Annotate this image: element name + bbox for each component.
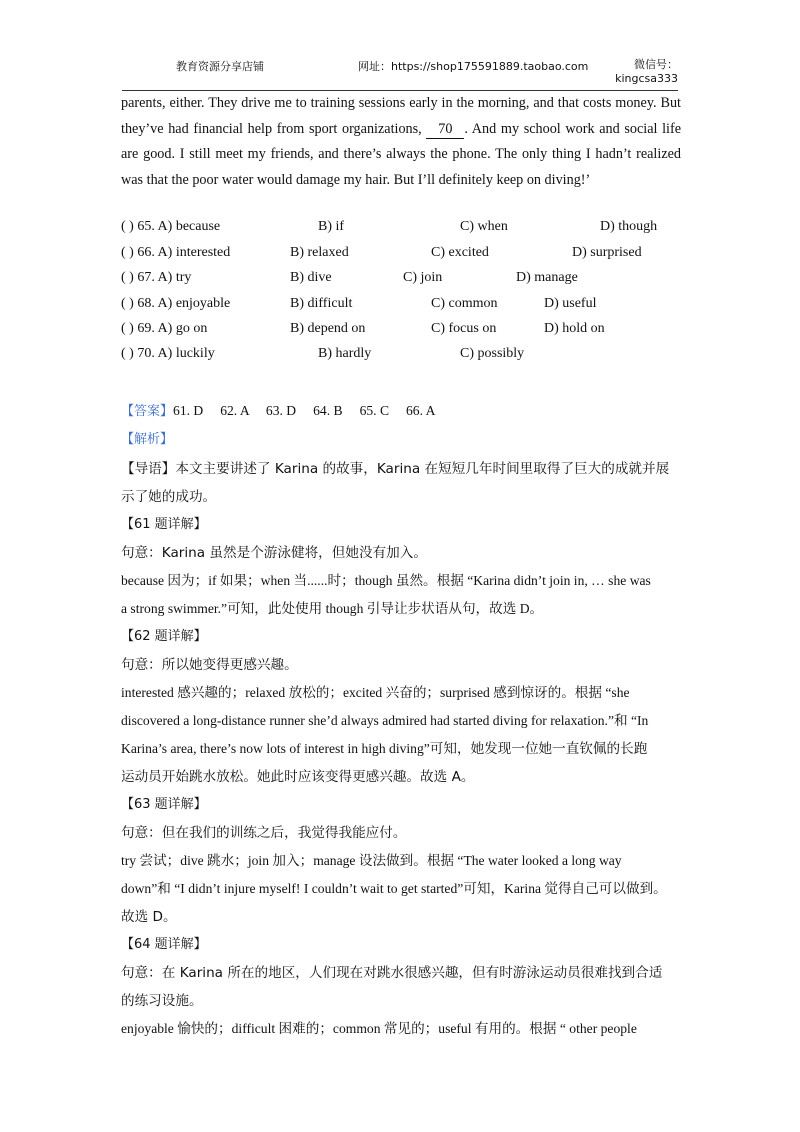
q63-explanation: down”和 “I didn’t injure myself! I couldn’t wait to get started”可知，Karina 觉得自己可以做到。 [121, 881, 667, 896]
q64-meaning: 的练习设施。 [121, 993, 203, 1009]
q61-heading: 【61 题详解】 [121, 517, 207, 532]
passage-line: . And my school work and social life are [121, 120, 682, 162]
wechat-label: 微信号： [634, 58, 678, 71]
q64-meaning: 句意：在 Karina 所在的地区，人们现在对跳水很感兴趣，但有时游泳运动员很难找到合适 [121, 965, 663, 981]
q61-explanation: because 因为；if 如果；when 当......时；though 虽然。根据 “Karina didn’t join in, … she was [121, 573, 651, 588]
q63-heading: 【63 题详解】 [121, 797, 207, 812]
q63-explanation: try 尝试；dive 跳水；join 加入；manage 设法做到。根据 “The water looked a long way [121, 853, 622, 868]
option-c: C) when [460, 219, 508, 234]
option-d: D) hold on [544, 321, 605, 336]
q61-explanation: a strong swimmer.”可知，此处使用 though 引导让步状语从句，故选 D。 [121, 601, 544, 616]
q63-meaning: 句意：但在我们的训练之后，我觉得我能应付。 [121, 825, 407, 841]
passage-line: they’ve had financial help from sport organizations, [121, 120, 422, 137]
option-a: ( ) 69. A) go on [121, 321, 208, 336]
option-d: D) useful [544, 296, 597, 311]
passage-line: that the poor water would damage my hair. But I’ll definitely keep on diving!’ [146, 171, 591, 188]
option-d: D) surprised [572, 245, 642, 260]
shop-name: 教育资源分享店铺 [176, 60, 264, 73]
option-b: B) dive [290, 270, 332, 285]
option-b: B) hardly [318, 346, 372, 361]
q61-meaning: 句意：Karina 虽然是个游泳健将，但她没有加入。 [121, 545, 427, 561]
q64-heading: 【64 题详解】 [121, 937, 207, 952]
option-a: ( ) 68. A) enjoyable [121, 296, 231, 311]
page-header [122, 58, 678, 91]
option-b: B) if [318, 219, 345, 234]
option-a: ( ) 67. A) try [121, 270, 192, 285]
shop-url: 网址：https://shop175591889.taobao.com [358, 60, 589, 73]
option-d: D) manage [516, 270, 578, 285]
option-b: B) difficult [290, 296, 353, 311]
guide-line: 【导语】本文主要讲述了 Karina 的故事，Karina 在短短几年时间里取得了巨大的成就并展 [121, 461, 670, 477]
q63-explanation: 故选 D。 [121, 909, 177, 925]
q62-explanation: 运动员开始跳水放松。她此时应该变得更感兴趣。故选 A。 [121, 769, 475, 785]
blank-70: 70 [426, 121, 464, 139]
option-a: ( ) 70. A) luckily [121, 346, 215, 361]
analysis-label: 【解析】 [121, 432, 174, 447]
answer-label: 【答案】 [121, 404, 174, 419]
option-c: C) excited [431, 245, 489, 260]
answer-text: 61. D 62. A 63. D 64. B 65. C 66. A [173, 403, 436, 418]
q62-explanation: discovered a long-distance runner she’d always admired had started diving for relaxation.”和 “In [121, 713, 649, 728]
option-c: C) possibly [460, 346, 525, 361]
option-c: C) focus on [431, 321, 497, 336]
q62-heading: 【62 题详解】 [121, 629, 207, 644]
option-d: D) though [600, 219, 658, 234]
q62-explanation: Karina’s area, there’s now lots of interest in high diving”可知，她发现一位她一直钦佩的长跑 [121, 741, 648, 756]
guide-line: 示了她的成功。 [121, 489, 217, 505]
wechat-info [615, 58, 678, 86]
passage-paragraph [121, 91, 681, 193]
passage-line: parents, either. They drive me to training sessions early in the morning, and that costs money. But [121, 95, 681, 111]
option-c: C) join [403, 270, 443, 285]
option-c: C) common [431, 296, 498, 311]
q62-meaning: 句意：所以她变得更感兴趣。 [121, 657, 298, 673]
option-a: ( ) 65. A) because [121, 219, 221, 234]
option-b: B) depend on [290, 321, 366, 336]
option-a: ( ) 66. A) interested [121, 245, 231, 260]
option-b: B) relaxed [290, 245, 349, 260]
wechat-id: kingcsa333 [615, 72, 678, 85]
q64-explanation: enjoyable 愉快的；difficult 困难的；common 常见的；useful 有用的。根据 “ other people [121, 1021, 637, 1036]
q62-explanation: interested 感兴趣的；relaxed 放松的；excited 兴奋的；surprised 感到惊讶的。根据 “she [121, 685, 630, 700]
passage-line: good. I still meet my friends, and there’s always the phone. The only thing I hadn’t realized was [121, 146, 682, 188]
answer-line [121, 400, 681, 419]
